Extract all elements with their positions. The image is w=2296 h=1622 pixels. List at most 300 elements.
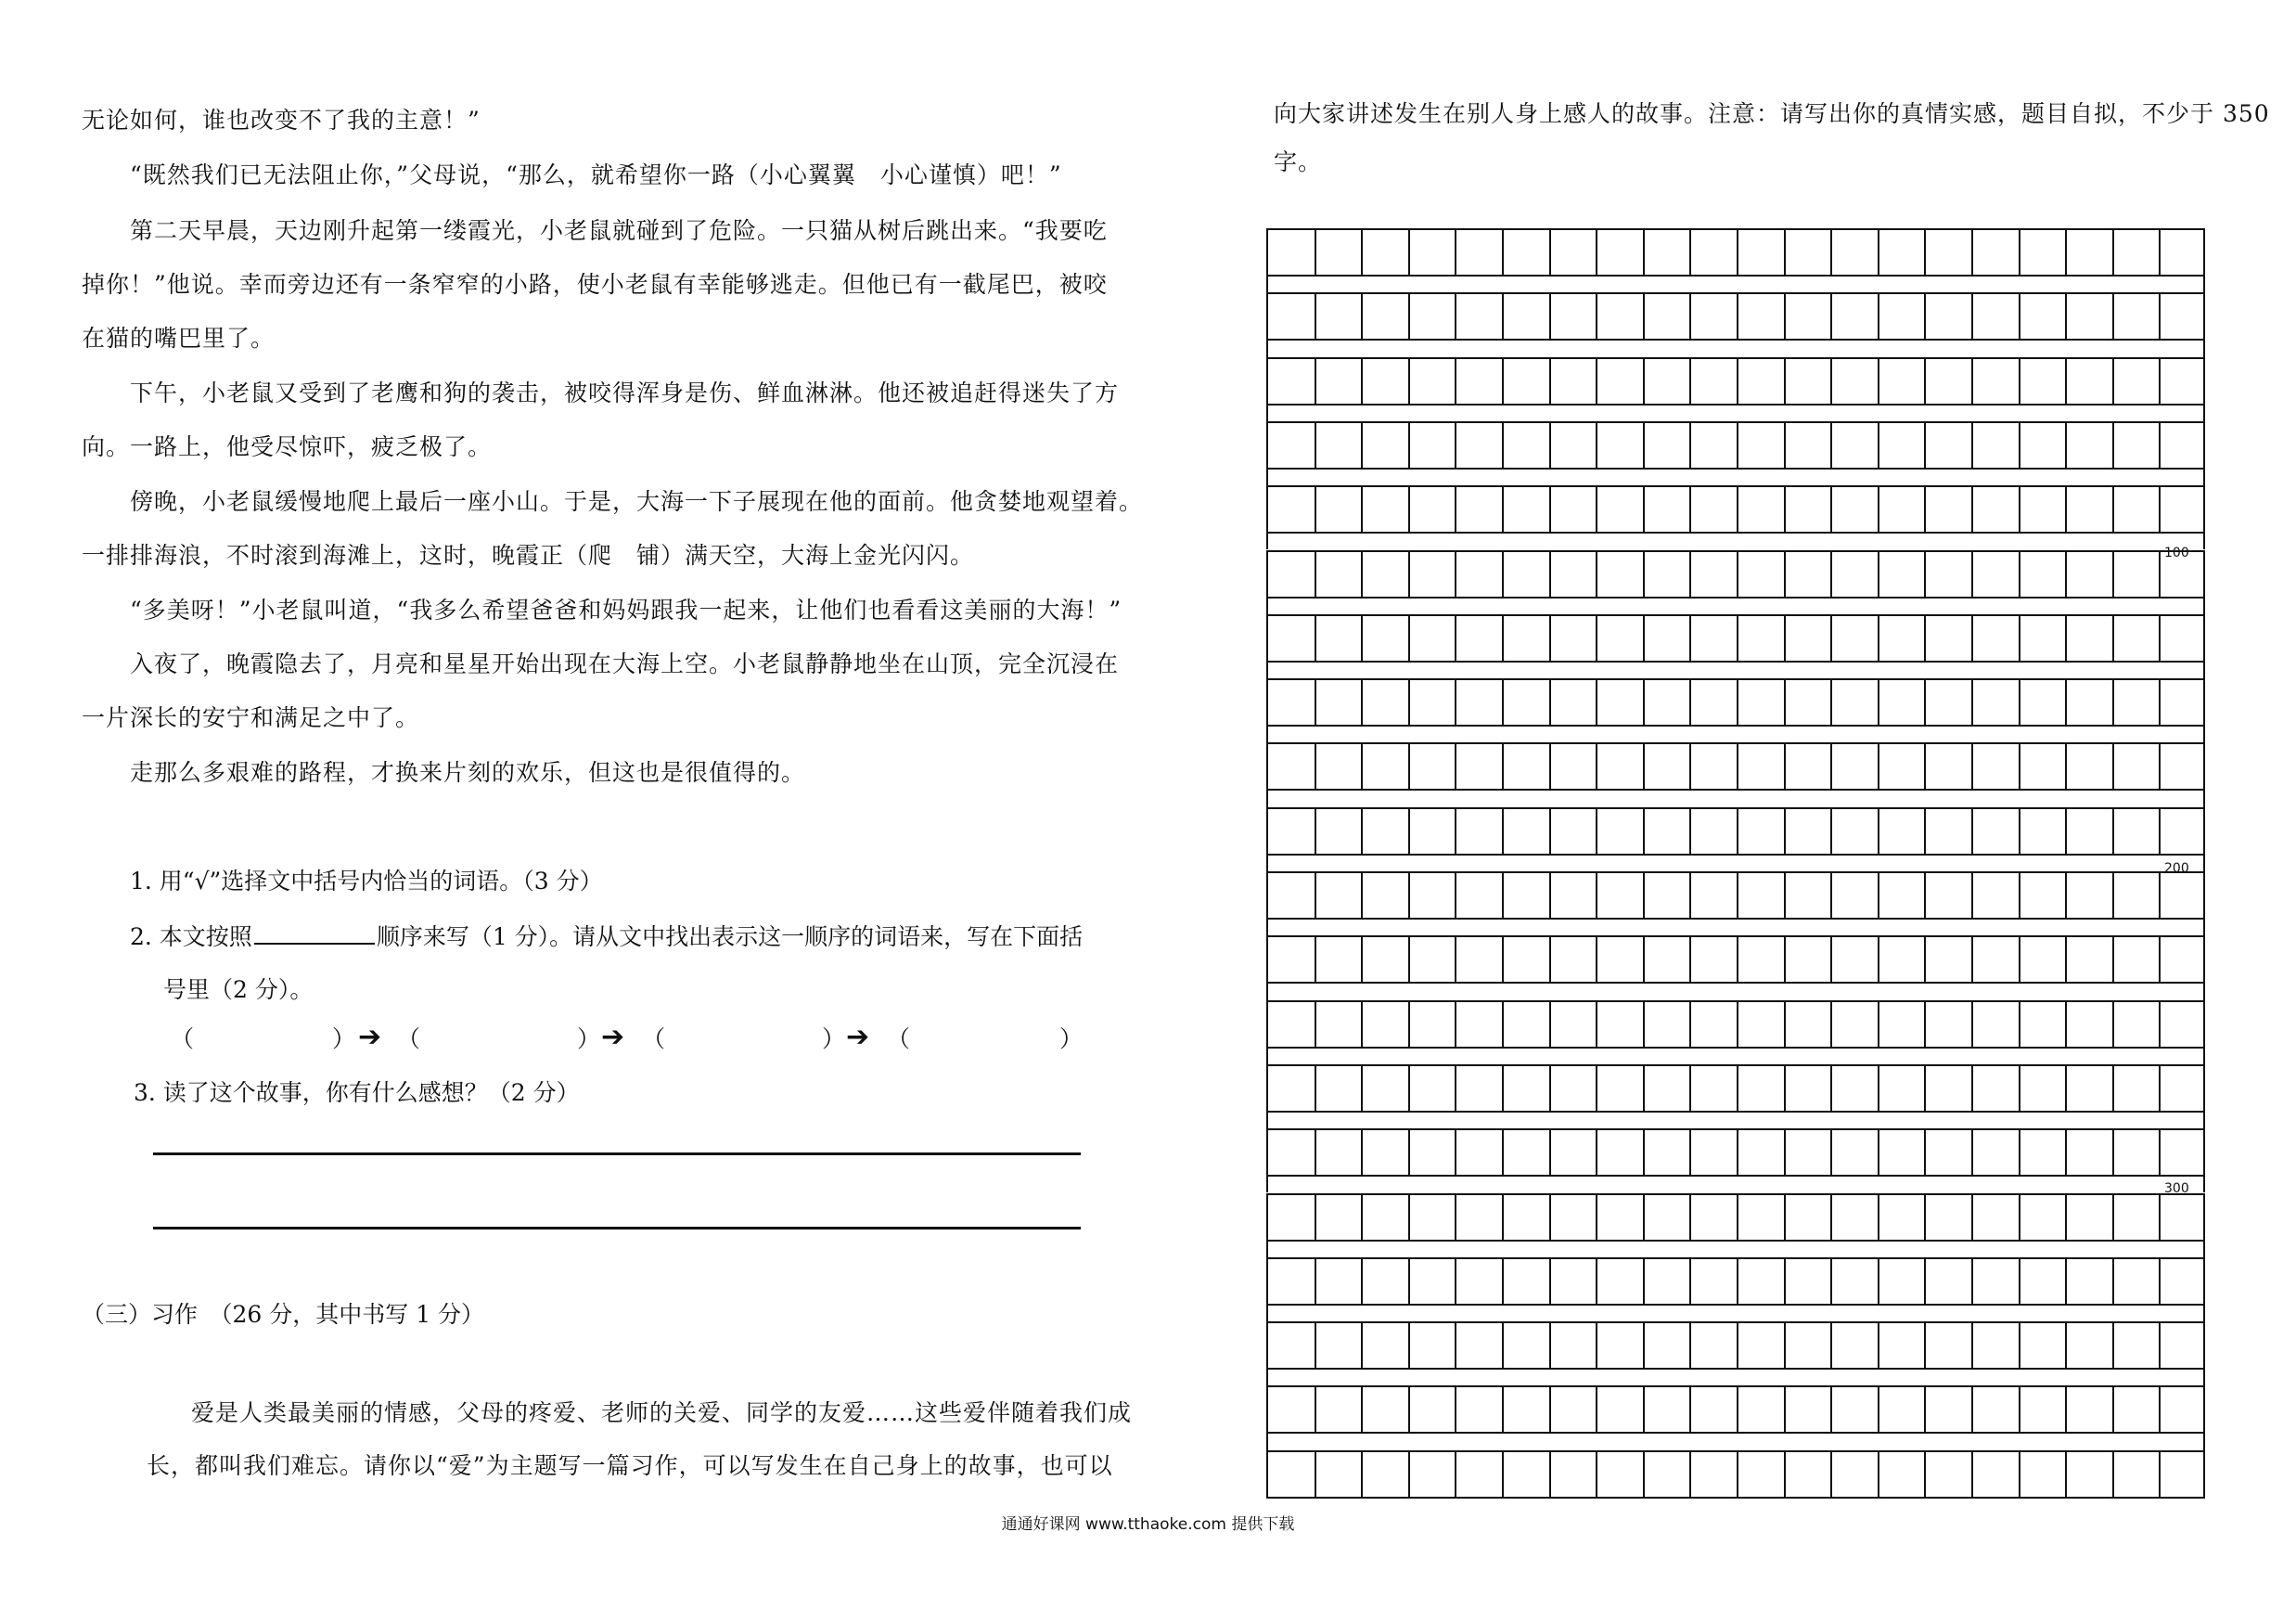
grid-cell-divider <box>1878 809 1879 854</box>
grid-cell-divider <box>2065 1066 2067 1111</box>
grid-cell-divider <box>2019 937 2020 982</box>
grid-gap <box>1266 1242 2205 1257</box>
grid-cell-divider <box>1502 1130 1504 1175</box>
grid-cell-divider <box>1643 1130 1645 1175</box>
grid-row[interactable] <box>1266 1257 2205 1306</box>
grid-cell-divider <box>2112 1130 2114 1175</box>
arrow-right-icon: ➔ <box>846 1021 870 1053</box>
question-2 <box>130 920 1083 953</box>
grid-cell-divider <box>1315 294 1316 339</box>
grid-cell-divider <box>1455 294 1456 339</box>
grid-cell-divider <box>1549 359 1551 404</box>
grid-row[interactable] <box>1266 550 2205 599</box>
grid-cell-divider <box>1361 873 1363 918</box>
grid-gap <box>1266 1306 2205 1321</box>
grid-row[interactable] <box>1266 1450 2205 1499</box>
grid-cell-divider <box>1643 1195 1645 1240</box>
story-line: 掉你！”他说。幸而旁边还有一条窄窄的小路，使小老鼠有幸能够逃走。但他已有一截尾巴，被咬 <box>82 271 1108 298</box>
grid-cell-divider <box>1830 1259 1832 1304</box>
grid-cell-divider <box>1596 1323 1597 1368</box>
grid-cell-divider <box>1408 1195 1410 1240</box>
grid-cell-divider <box>2019 809 2020 854</box>
grid-cell-divider <box>2065 230 2067 275</box>
grid-gap <box>1266 1113 2205 1128</box>
question-3: 3. 读了这个故事，你有什么感想？（2 分） <box>134 1079 580 1106</box>
grid-cell-divider <box>1689 1323 1691 1368</box>
grid-cell-divider <box>1830 423 1832 468</box>
grid-cell-divider <box>1737 1002 1738 1047</box>
grid-row[interactable] <box>1266 1128 2205 1177</box>
grid-cell-divider <box>1549 744 1551 789</box>
grid-cell-divider <box>1643 1323 1645 1368</box>
grid-cell-divider <box>1361 1195 1363 1240</box>
grid-cell-divider <box>1971 1066 1973 1111</box>
grid-cell-divider <box>1971 937 1973 982</box>
grid-cell-divider <box>1737 1195 1738 1240</box>
grid-cell-divider <box>2019 359 2020 404</box>
grid-cell-divider <box>1784 1387 1786 1432</box>
grid-cell-divider <box>1361 487 1363 532</box>
grid-cell-divider <box>1315 937 1316 982</box>
grid-cell-divider <box>1971 1195 1973 1240</box>
answer-line[interactable] <box>153 1152 1081 1155</box>
grid-cell-divider <box>1361 294 1363 339</box>
grid-cell-divider <box>2019 1066 2020 1111</box>
grid-cell-divider <box>2159 1002 2161 1047</box>
grid-cell-divider <box>1455 1452 1456 1497</box>
grid-cell-divider <box>1878 359 1879 404</box>
grid-cell-divider <box>1408 616 1410 661</box>
grid-gap <box>1266 663 2205 678</box>
grid-cell-divider <box>1408 1452 1410 1497</box>
grid-row[interactable] <box>1266 871 2205 920</box>
grid-cell-divider <box>1549 1452 1551 1497</box>
grid-cell-divider <box>1784 487 1786 532</box>
grid-gap <box>1266 920 2205 935</box>
grid-cell-divider <box>1596 1259 1597 1304</box>
grid-cell-divider <box>2065 359 2067 404</box>
grid-cell-divider <box>2019 487 2020 532</box>
grid-cell-divider <box>1549 1130 1551 1175</box>
grid-cell-divider <box>1408 552 1410 597</box>
grid-cell-divider <box>2159 294 2161 339</box>
grid-cell-divider <box>1455 487 1456 532</box>
grid-cell-divider <box>1689 1002 1691 1047</box>
grid-cell-divider <box>1455 809 1456 854</box>
grid-cell-divider <box>2159 552 2161 597</box>
grid-gap <box>1266 1049 2205 1064</box>
grid-cell-divider <box>1924 1452 1926 1497</box>
grid-cell-divider <box>1549 294 1551 339</box>
grid-cell-divider <box>1830 809 1832 854</box>
grid-cell-divider <box>1689 616 1691 661</box>
grid-cell-divider <box>1830 230 1832 275</box>
grid-cell-divider <box>2065 294 2067 339</box>
grid-cell-divider <box>2112 1259 2114 1304</box>
grid-cell-divider <box>1596 230 1597 275</box>
grid-cell-divider <box>2112 873 2114 918</box>
grid-cell-divider <box>1315 616 1316 661</box>
word-count-label: 100 <box>2164 546 2189 560</box>
grid-cell-divider <box>1315 423 1316 468</box>
story-line: 在猫的嘴巴里了。 <box>82 325 276 352</box>
grid-cell-divider <box>1502 230 1504 275</box>
grid-cell-divider <box>1361 809 1363 854</box>
grid-cell-divider <box>2112 744 2114 789</box>
grid-cell-divider <box>1549 1066 1551 1111</box>
arrow-right-icon: ➔ <box>601 1021 625 1053</box>
grid-cell-divider <box>1315 552 1316 597</box>
grid-row[interactable] <box>1266 485 2205 534</box>
grid-cell-divider <box>1361 1130 1363 1175</box>
grid-cell-divider <box>1737 1259 1738 1304</box>
grid-cell-divider <box>1971 230 1973 275</box>
grid-cell-divider <box>1596 1002 1597 1047</box>
grid-cell-divider <box>1924 1002 1926 1047</box>
grid-cell-divider <box>1502 294 1504 339</box>
grid-cell-divider <box>1971 744 1973 789</box>
grid-cell-divider <box>1830 1452 1832 1497</box>
grid-cell-divider <box>1689 1066 1691 1111</box>
grid-cell-divider <box>2065 552 2067 597</box>
grid-cell-divider <box>1596 1387 1597 1432</box>
grid-cell-divider <box>1361 1452 1363 1497</box>
grid-cell-divider <box>2159 359 2161 404</box>
grid-cell-divider <box>1596 744 1597 789</box>
grid-cell-divider <box>1971 1452 1973 1497</box>
grid-cell-divider <box>1689 937 1691 982</box>
grid-cell-divider <box>2065 1452 2067 1497</box>
grid-row[interactable] <box>1266 1193 2205 1242</box>
grid-cell-divider <box>1502 359 1504 404</box>
grid-cell-divider <box>2112 616 2114 661</box>
grid-cell-divider <box>2065 616 2067 661</box>
word-count-label: 200 <box>2164 861 2189 876</box>
grid-cell-divider <box>1737 294 1738 339</box>
grid-cell-divider <box>1455 616 1456 661</box>
story-line: “多美呀！”小老鼠叫道，“我多么希望爸爸和妈妈跟我一起来，让他们也看看这美丽的大海！” <box>130 597 1122 624</box>
grid-row[interactable] <box>1266 1385 2205 1434</box>
grid-cell-divider <box>1737 680 1738 725</box>
grid-cell-divider <box>1689 1195 1691 1240</box>
grid-cell-divider <box>1596 680 1597 725</box>
grid-cell-divider <box>1737 616 1738 661</box>
grid-row[interactable] <box>1266 228 2205 277</box>
grid-cell-divider <box>2159 873 2161 918</box>
grid-cell-divider <box>1643 423 1645 468</box>
grid-row[interactable] <box>1266 1000 2205 1049</box>
grid-cell-divider <box>1643 552 1645 597</box>
grid-cell-divider <box>1643 680 1645 725</box>
grid-cell-divider <box>1784 230 1786 275</box>
grid-cell-divider <box>1784 1002 1786 1047</box>
grid-cell-divider <box>1784 1323 1786 1368</box>
grid-cell-divider <box>2019 680 2020 725</box>
grid-cell-divider <box>2159 423 2161 468</box>
grid-cell-divider <box>2065 1130 2067 1175</box>
grid-cell-divider <box>1596 1130 1597 1175</box>
grid-cell-divider <box>1643 744 1645 789</box>
grid-cell-divider <box>1315 1323 1316 1368</box>
grid-cell-divider <box>1737 359 1738 404</box>
grid-cell-divider <box>2159 937 2161 982</box>
grid-cell-divider <box>2112 937 2114 982</box>
grid-row[interactable] <box>1266 357 2205 406</box>
grid-cell-divider <box>1315 487 1316 532</box>
grid-cell-divider <box>2159 1066 2161 1111</box>
grid-cell-divider <box>1878 1002 1879 1047</box>
grid-cell-divider <box>2019 552 2020 597</box>
grid-cell-divider <box>1830 1195 1832 1240</box>
grid-cell-divider <box>1784 1259 1786 1304</box>
grid-cell-divider <box>2159 1195 2161 1240</box>
grid-cell-divider <box>1971 359 1973 404</box>
grid-cell-divider <box>1971 423 1973 468</box>
grid-cell-divider <box>1737 1130 1738 1175</box>
grid-cell-divider <box>1737 937 1738 982</box>
grid-row[interactable] <box>1266 742 2205 791</box>
question-2-suffix: 顺序来写（1 分）。请从文中找出表示这一顺序的词语来，写在下面括 <box>376 923 1084 950</box>
grid-cell-divider <box>1784 937 1786 982</box>
grid-cell-divider <box>1455 230 1456 275</box>
grid-gap <box>1266 1434 2205 1449</box>
grid-cell-divider <box>1784 359 1786 404</box>
grid-row[interactable] <box>1266 678 2205 727</box>
grid-row[interactable] <box>1266 807 2205 856</box>
grid-cell-divider <box>1408 359 1410 404</box>
grid-cell-divider <box>1971 1002 1973 1047</box>
grid-row[interactable] <box>1266 421 2205 470</box>
grid-row[interactable] <box>1266 292 2205 341</box>
grid-cell-divider <box>1408 1387 1410 1432</box>
grid-cell-divider <box>1878 423 1879 468</box>
grid-cell-divider <box>1315 1387 1316 1432</box>
grid-cell-divider <box>1502 1195 1504 1240</box>
grid-cell-divider <box>1737 552 1738 597</box>
grid-cell-divider <box>1455 1066 1456 1111</box>
grid-cell-divider <box>1455 1130 1456 1175</box>
grid-cell-divider <box>1784 1066 1786 1111</box>
grid-cell-divider <box>1596 937 1597 982</box>
grid-cell-divider <box>1643 230 1645 275</box>
grid-cell-divider <box>2065 1387 2067 1432</box>
grid-cell-divider <box>1455 1387 1456 1432</box>
question-2-prefix: 2. 本文按照 <box>130 923 252 950</box>
grid-cell-divider <box>1971 809 1973 854</box>
paren-close: ） <box>577 1025 601 1052</box>
grid-cell-divider <box>1689 1130 1691 1175</box>
grid-cell-divider <box>1361 1387 1363 1432</box>
grid-row[interactable] <box>1266 1064 2205 1113</box>
answer-line[interactable] <box>153 1227 1081 1229</box>
grid-cell-divider <box>1924 809 1926 854</box>
grid-cell-divider <box>1315 1130 1316 1175</box>
grid-cell-divider <box>1830 744 1832 789</box>
grid-cell-divider <box>2112 1002 2114 1047</box>
grid-cell-divider <box>2019 616 2020 661</box>
grid-cell-divider <box>1643 294 1645 339</box>
grid-row[interactable] <box>1266 1321 2205 1370</box>
grid-cell-divider <box>1502 744 1504 789</box>
grid-gap <box>1266 727 2205 742</box>
grid-cell-divider <box>1408 1002 1410 1047</box>
grid-cell-divider <box>2112 1066 2114 1111</box>
grid-cell-divider <box>2019 873 2020 918</box>
answer-parentheses-row <box>163 1023 1091 1055</box>
grid-cell-divider <box>1689 1452 1691 1497</box>
story-line: 无论如何，谁也改变不了我的主意！” <box>82 107 481 134</box>
grid-cell-divider <box>1830 359 1832 404</box>
grid-cell-divider <box>2112 552 2114 597</box>
grid-cell-divider <box>1784 616 1786 661</box>
grid-cell-divider <box>1643 1259 1645 1304</box>
grid-cell-divider <box>2159 680 2161 725</box>
grid-cell-divider <box>1502 809 1504 854</box>
grid-cell-divider <box>1361 359 1363 404</box>
grid-cell-divider <box>1971 294 1973 339</box>
grid-cell-divider <box>1408 294 1410 339</box>
grid-cell-divider <box>2019 1452 2020 1497</box>
grid-cell-divider <box>1455 1323 1456 1368</box>
grid-cell-divider <box>1455 873 1456 918</box>
grid-cell-divider <box>1502 937 1504 982</box>
grid-cell-divider <box>1737 1387 1738 1432</box>
grid-cell-divider <box>1689 873 1691 918</box>
prompt-line: 长，都叫我们难忘。请你以“爱”为主题写一篇习作，可以写发生在自己身上的故事，也可以 <box>147 1452 1113 1479</box>
grid-cell-divider <box>2159 1323 2161 1368</box>
grid-cell-divider <box>1408 487 1410 532</box>
grid-cell-divider <box>2159 1259 2161 1304</box>
grid-cell-divider <box>1830 552 1832 597</box>
grid-cell-divider <box>1830 1002 1832 1047</box>
grid-cell-divider <box>1502 1452 1504 1497</box>
grid-cell-divider <box>2019 1387 2020 1432</box>
grid-cell-divider <box>1971 1323 1973 1368</box>
grid-cell-divider <box>1408 937 1410 982</box>
grid-cell-divider <box>2065 680 2067 725</box>
grid-cell-divider <box>1502 552 1504 597</box>
grid-cell-divider <box>2112 1452 2114 1497</box>
grid-cell-divider <box>1737 1452 1738 1497</box>
grid-cell-divider <box>2112 359 2114 404</box>
grid-cell-divider <box>2159 1387 2161 1432</box>
grid-cell-divider <box>2019 423 2020 468</box>
grid-cell-divider <box>1924 1323 1926 1368</box>
grid-gap <box>1266 984 2205 999</box>
grid-cell-divider <box>1737 423 1738 468</box>
grid-cell-divider <box>1315 680 1316 725</box>
grid-cell-divider <box>1689 1387 1691 1432</box>
grid-cell-divider <box>1502 1387 1504 1432</box>
grid-cell-divider <box>2159 616 2161 661</box>
paren-open: （ <box>887 1025 911 1052</box>
grid-cell-divider <box>1455 680 1456 725</box>
grid-cell-divider <box>1502 1066 1504 1111</box>
grid-cell-divider <box>2065 1323 2067 1368</box>
grid-cell-divider <box>1643 1387 1645 1432</box>
grid-cell-divider <box>1315 873 1316 918</box>
grid-cell-divider <box>1689 1259 1691 1304</box>
grid-cell-divider <box>1924 873 1926 918</box>
grid-cell-divider <box>2112 1195 2114 1240</box>
grid-cell-divider <box>1737 873 1738 918</box>
grid-cell-divider <box>1924 359 1926 404</box>
grid-gap <box>1266 856 2205 871</box>
grid-cell-divider <box>1924 616 1926 661</box>
grid-cell-divider <box>2065 873 2067 918</box>
grid-cell-divider <box>2019 1259 2020 1304</box>
grid-cell-divider <box>1878 937 1879 982</box>
grid-cell-divider <box>1878 294 1879 339</box>
grid-cell-divider <box>1361 937 1363 982</box>
grid-cell-divider <box>1502 487 1504 532</box>
prompt-line: 向大家讲述发生在别人身上感人的故事。注意：请写出你的真情实感，题目自拟，不少于 350 <box>1274 100 2270 127</box>
grid-cell-divider <box>1643 937 1645 982</box>
grid-cell-divider <box>2065 1259 2067 1304</box>
grid-cell-divider <box>1878 680 1879 725</box>
grid-cell-divider <box>1549 809 1551 854</box>
grid-cell-divider <box>1924 1387 1926 1432</box>
grid-cell-divider <box>1361 423 1363 468</box>
grid-cell-divider <box>1784 1452 1786 1497</box>
grid-cell-divider <box>1689 487 1691 532</box>
question-2-continuation: 号里（2 分）。 <box>163 976 314 1003</box>
grid-cell-divider <box>1878 616 1879 661</box>
grid-cell-divider <box>2159 230 2161 275</box>
grid-cell-divider <box>1549 616 1551 661</box>
grid-cell-divider <box>2112 423 2114 468</box>
grid-cell-divider <box>1878 1452 1879 1497</box>
grid-cell-divider <box>1784 809 1786 854</box>
grid-cell-divider <box>2065 423 2067 468</box>
grid-cell-divider <box>1643 487 1645 532</box>
grid-cell-divider <box>1361 1323 1363 1368</box>
grid-cell-divider <box>1830 1130 1832 1175</box>
grid-cell-divider <box>2065 809 2067 854</box>
grid-cell-divider <box>1596 809 1597 854</box>
grid-cell-divider <box>2159 1130 2161 1175</box>
grid-cell-divider <box>2019 1195 2020 1240</box>
grid-cell-divider <box>1830 1066 1832 1111</box>
paren-open: （ <box>642 1025 666 1052</box>
grid-row[interactable] <box>1266 935 2205 984</box>
grid-cell-divider <box>1924 680 1926 725</box>
grid-cell-divider <box>1408 809 1410 854</box>
order-blank[interactable] <box>254 920 375 945</box>
arrow-right-icon: ➔ <box>358 1021 382 1053</box>
grid-cell-divider <box>1971 616 1973 661</box>
grid-row[interactable] <box>1266 614 2205 663</box>
grid-cell-divider <box>1408 1259 1410 1304</box>
grid-cell-divider <box>1971 487 1973 532</box>
grid-cell-divider <box>1878 1259 1879 1304</box>
grid-cell-divider <box>1549 1002 1551 1047</box>
grid-cell-divider <box>1830 487 1832 532</box>
grid-cell-divider <box>1549 423 1551 468</box>
grid-cell-divider <box>1924 1130 1926 1175</box>
grid-cell-divider <box>1596 1195 1597 1240</box>
grid-cell-divider <box>1689 744 1691 789</box>
grid-cell-divider <box>1878 1066 1879 1111</box>
grid-cell-divider <box>1361 1066 1363 1111</box>
grid-cell-divider <box>1408 1066 1410 1111</box>
grid-cell-divider <box>1878 552 1879 597</box>
grid-cell-divider <box>2065 1195 2067 1240</box>
grid-cell-divider <box>1924 1259 1926 1304</box>
grid-cell-divider <box>1830 1323 1832 1368</box>
grid-cell-divider <box>2019 230 2020 275</box>
grid-cell-divider <box>1971 1130 1973 1175</box>
